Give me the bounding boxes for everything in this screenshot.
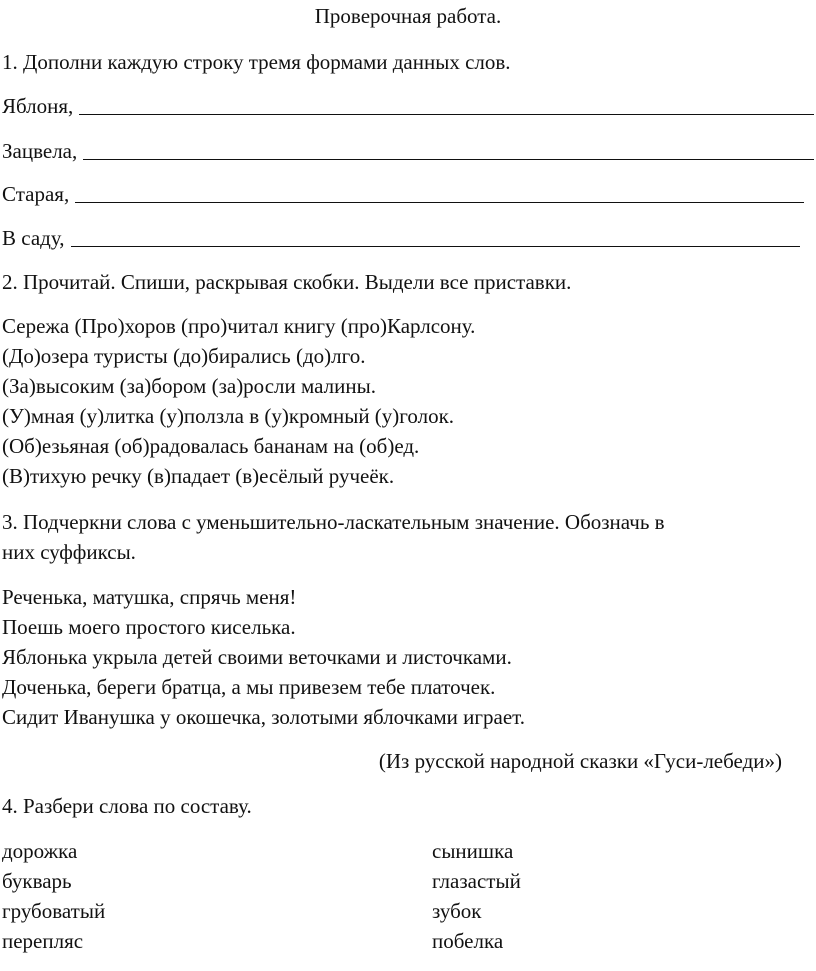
task1-row-label: В саду, xyxy=(2,226,65,250)
task1-row-label: Яблоня, xyxy=(2,94,74,118)
task1-answer-line xyxy=(71,246,801,247)
task1-row-label: Зацвела, xyxy=(2,139,78,163)
task2-heading: 2. Прочитай. Спиши, раскрывая скобки. Выдели все приставки. xyxy=(2,270,572,294)
task2-sentence: (В)тихую речку (в)падает (в)есёлый ручеёк. xyxy=(2,464,395,488)
task3-sentence: Сидит Иванушка у окошечка, золотыми яблочками играет. xyxy=(2,705,526,729)
task4-word: грубоватый xyxy=(2,899,106,923)
task4-word: дорожка xyxy=(2,839,78,863)
task4-heading: 4. Разбери слова по составу. xyxy=(2,794,252,818)
task3-sentence: Доченька, береги братца, а мы привезем тебе платочек. xyxy=(2,675,496,699)
task4-word: зубок xyxy=(432,899,482,923)
task2-sentence: (Об)езьяная (об)радовалась бананам на (об)ед. xyxy=(2,434,420,458)
task2-sentence: (За)высоким (за)бором (за)росли малины. xyxy=(2,374,376,398)
page-title: Проверочная работа. xyxy=(314,4,502,28)
task4-word: глазастый xyxy=(432,869,521,893)
task1-row-label: Старая, xyxy=(2,182,70,206)
task3-source: (Из русской народной сказки «Гуси-лебеди») xyxy=(378,749,782,773)
task4-word: букварь xyxy=(2,869,72,893)
task1-row xyxy=(2,93,814,117)
task1-row xyxy=(2,181,804,205)
task4-word: побелка xyxy=(432,929,504,953)
task2-sentence: (До)озера туристы (до)бирались (до)лго. xyxy=(2,344,366,368)
task1-heading: 1. Дополни каждую строку тремя формами данных слов. xyxy=(2,50,511,74)
task3-sentence: Реченька, матушка, спрячь меня! xyxy=(2,585,297,609)
task4-word: перепляс xyxy=(2,929,84,953)
task2-sentence: Сережа (Про)хоров (про)читал книгу (про)Карлсону. xyxy=(2,314,476,338)
task3-sentence: Поешь моего простого киселька. xyxy=(2,615,296,639)
task3-heading-cont: них суффиксы. xyxy=(2,540,136,564)
task1-answer-line xyxy=(79,114,814,115)
task3-sentence: Яблонька укрыла детей своими веточками и листочками. xyxy=(2,645,512,669)
task2-sentence: (У)мная (у)литка (у)ползла в (у)кромный (у)голок. xyxy=(2,404,455,428)
task3-heading: 3. Подчеркни слова с уменьшительно-ласкательным значение. Обозначь в xyxy=(2,510,665,534)
task4-word: сынишка xyxy=(432,839,514,863)
task1-row xyxy=(2,225,800,249)
task1-answer-line xyxy=(83,159,814,160)
task1-row xyxy=(2,138,814,162)
task1-answer-line xyxy=(75,202,804,203)
